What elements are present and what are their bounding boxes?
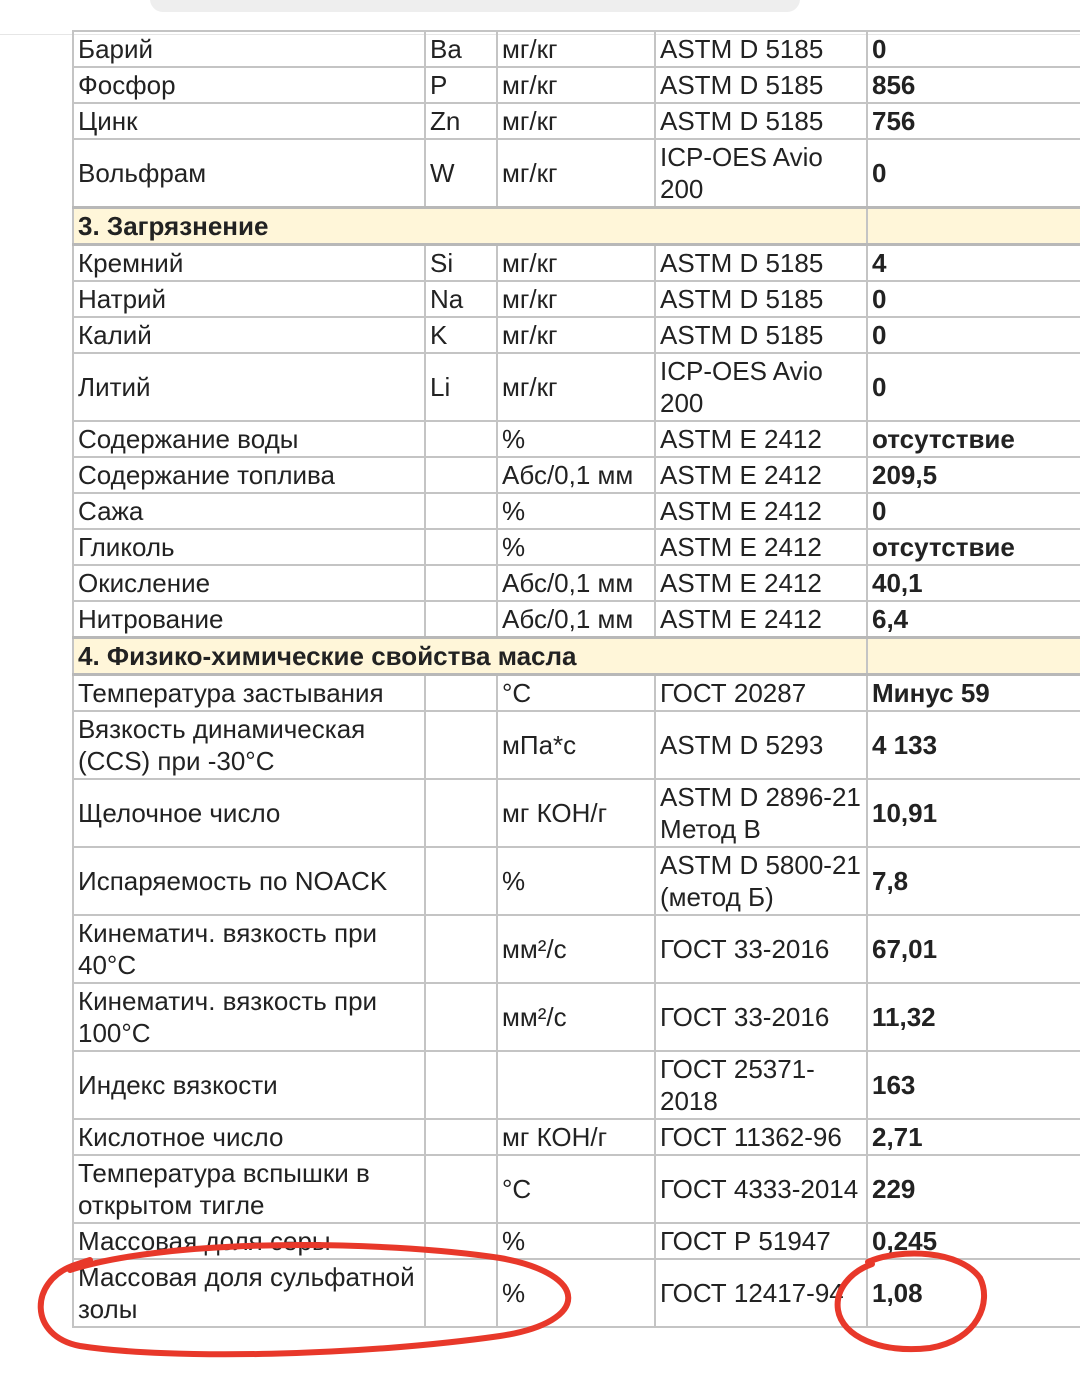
table-row	[73, 1119, 1080, 1155]
symbol-cell: W	[425, 139, 497, 208]
method-cell: ГОСТ 12417-94	[655, 1259, 867, 1327]
parameter-name-cell: Массовая доля сульфатной золы	[73, 1259, 425, 1327]
value-cell: отсутствие	[867, 421, 1080, 457]
parameter-name-cell: Кислотное число	[73, 1119, 425, 1155]
parameter-name-cell: Кинематич. вязкость при 40°С	[73, 915, 425, 983]
method-cell: ASTM D 5185	[655, 31, 867, 67]
table-row	[73, 67, 1080, 103]
method-cell: ASTM D 5185	[655, 317, 867, 353]
symbol-cell	[425, 1223, 497, 1259]
parameter-name-cell: Фосфор	[73, 67, 425, 103]
table-row	[73, 529, 1080, 565]
unit-cell	[497, 1051, 655, 1119]
table-row	[73, 847, 1080, 915]
method-cell: ASTM D 5185	[655, 103, 867, 139]
value-cell: 1,08	[867, 1259, 1080, 1327]
address-bar[interactable]	[150, 0, 800, 12]
parameter-name-cell: Щелочное число	[73, 779, 425, 847]
unit-cell: %	[497, 1223, 655, 1259]
symbol-cell	[425, 529, 497, 565]
unit-cell: %	[497, 847, 655, 915]
parameter-name-cell: Гликоль	[73, 529, 425, 565]
unit-cell: мг/кг	[497, 245, 655, 282]
table-row	[73, 353, 1080, 421]
section-empty-cell	[867, 638, 1080, 675]
unit-cell: °С	[497, 675, 655, 712]
section-header	[73, 208, 1080, 245]
method-cell: ASTM D 5185	[655, 245, 867, 282]
symbol-cell	[425, 915, 497, 983]
method-cell: ASTM D 5800-21 (метод Б)	[655, 847, 867, 915]
table-row	[73, 675, 1080, 712]
method-cell: ASTM E 2412	[655, 529, 867, 565]
parameter-name-cell: Барий	[73, 31, 425, 67]
method-cell: ГОСТ 11362-96	[655, 1119, 867, 1155]
parameter-name-cell: Окисление	[73, 565, 425, 601]
table-row	[73, 779, 1080, 847]
unit-cell: мг/кг	[497, 31, 655, 67]
symbol-cell	[425, 1155, 497, 1223]
unit-cell: мг КОН/г	[497, 1119, 655, 1155]
section-empty-cell	[867, 208, 1080, 245]
parameter-name-cell: Вязкость динамическая (CCS) при -30°С	[73, 711, 425, 779]
unit-cell: мПа*с	[497, 711, 655, 779]
symbol-cell: Li	[425, 353, 497, 421]
table-row	[73, 103, 1080, 139]
table-row	[73, 139, 1080, 208]
symbol-cell	[425, 1119, 497, 1155]
value-cell: 6,4	[867, 601, 1080, 638]
method-cell: ICP-OES Avio 200	[655, 139, 867, 208]
symbol-cell	[425, 983, 497, 1051]
value-cell: 756	[867, 103, 1080, 139]
value-cell: 10,91	[867, 779, 1080, 847]
unit-cell: мг/кг	[497, 67, 655, 103]
section-title: 4. Физико-химические свойства масла	[73, 638, 867, 675]
method-cell: ASTM E 2412	[655, 565, 867, 601]
value-cell: 11,32	[867, 983, 1080, 1051]
value-cell: отсутствие	[867, 529, 1080, 565]
table-row	[73, 565, 1080, 601]
value-cell: 2,71	[867, 1119, 1080, 1155]
symbol-cell: Na	[425, 281, 497, 317]
unit-cell: %	[497, 493, 655, 529]
symbol-cell	[425, 675, 497, 712]
symbol-cell	[425, 1051, 497, 1119]
parameter-name-cell: Испаряемость по NOACK	[73, 847, 425, 915]
parameter-name-cell: Вольфрам	[73, 139, 425, 208]
symbol-cell: Zn	[425, 103, 497, 139]
table-row	[73, 983, 1080, 1051]
parameter-name-cell: Содержание воды	[73, 421, 425, 457]
symbol-cell: K	[425, 317, 497, 353]
table-row	[73, 1223, 1080, 1259]
method-cell: ASTM D 5185	[655, 67, 867, 103]
parameter-name-cell: Индекс вязкости	[73, 1051, 425, 1119]
parameter-name-cell: Температура застывания	[73, 675, 425, 712]
oil-analysis-table	[72, 30, 1080, 1328]
table-row	[73, 1259, 1080, 1327]
table-row	[73, 915, 1080, 983]
value-cell: 0	[867, 281, 1080, 317]
symbol-cell	[425, 457, 497, 493]
parameter-name-cell: Температура вспышки в открытом тигле	[73, 1155, 425, 1223]
method-cell: ГОСТ Р 51947	[655, 1223, 867, 1259]
section-title: 3. Загрязнение	[73, 208, 867, 245]
unit-cell: мм²/с	[497, 915, 655, 983]
unit-cell: %	[497, 529, 655, 565]
unit-cell: Абс/0,1 мм	[497, 601, 655, 638]
method-cell: ГОСТ 20287	[655, 675, 867, 712]
method-cell: ASTM E 2412	[655, 601, 867, 638]
unit-cell: мг/кг	[497, 281, 655, 317]
value-cell: 856	[867, 67, 1080, 103]
method-cell: ASTM E 2412	[655, 493, 867, 529]
table-row	[73, 317, 1080, 353]
value-cell: 0	[867, 353, 1080, 421]
value-cell: 40,1	[867, 565, 1080, 601]
symbol-cell	[425, 847, 497, 915]
parameter-name-cell: Цинк	[73, 103, 425, 139]
method-cell: ГОСТ 33-2016	[655, 983, 867, 1051]
method-cell: ASTM E 2412	[655, 421, 867, 457]
unit-cell: мг/кг	[497, 139, 655, 208]
method-cell: ASTM D 5185	[655, 281, 867, 317]
unit-cell: °С	[497, 1155, 655, 1223]
method-cell: ASTM E 2412	[655, 457, 867, 493]
parameter-name-cell: Кремний	[73, 245, 425, 282]
value-cell: 0	[867, 139, 1080, 208]
parameter-name-cell: Калий	[73, 317, 425, 353]
symbol-cell	[425, 1259, 497, 1327]
method-cell: ASTM D 5293	[655, 711, 867, 779]
parameter-name-cell: Натрий	[73, 281, 425, 317]
unit-cell: мг/кг	[497, 353, 655, 421]
parameter-name-cell: Литий	[73, 353, 425, 421]
table-row	[73, 711, 1080, 779]
unit-cell: Абс/0,1 мм	[497, 457, 655, 493]
value-cell: 0	[867, 493, 1080, 529]
value-cell: Минус 59	[867, 675, 1080, 712]
symbol-cell: P	[425, 67, 497, 103]
parameter-name-cell: Нитрование	[73, 601, 425, 638]
method-cell: ICP-OES Avio 200	[655, 353, 867, 421]
parameter-name-cell: Сажа	[73, 493, 425, 529]
symbol-cell	[425, 601, 497, 638]
table-row	[73, 245, 1080, 282]
value-cell: 209,5	[867, 457, 1080, 493]
value-cell: 0	[867, 317, 1080, 353]
table-row	[73, 421, 1080, 457]
unit-cell: мг КОН/г	[497, 779, 655, 847]
value-cell: 4	[867, 245, 1080, 282]
table-row	[73, 493, 1080, 529]
parameter-name-cell: Массовая доля серы	[73, 1223, 425, 1259]
method-cell: ГОСТ 33-2016	[655, 915, 867, 983]
symbol-cell	[425, 711, 497, 779]
unit-cell: мг/кг	[497, 103, 655, 139]
table-row	[73, 457, 1080, 493]
symbol-cell: Ba	[425, 31, 497, 67]
value-cell: 67,01	[867, 915, 1080, 983]
symbol-cell	[425, 493, 497, 529]
value-cell: 163	[867, 1051, 1080, 1119]
unit-cell: %	[497, 421, 655, 457]
value-cell: 4 133	[867, 711, 1080, 779]
unit-cell: %	[497, 1259, 655, 1327]
value-cell: 229	[867, 1155, 1080, 1223]
unit-cell: Абс/0,1 мм	[497, 565, 655, 601]
table-row	[73, 1051, 1080, 1119]
table-row	[73, 601, 1080, 638]
section-header	[73, 638, 1080, 675]
table-row	[73, 281, 1080, 317]
value-cell: 0	[867, 31, 1080, 67]
unit-cell: мм²/с	[497, 983, 655, 1051]
table-row	[73, 31, 1080, 67]
parameter-name-cell: Кинематич. вязкость при 100°С	[73, 983, 425, 1051]
method-cell: ASTM D 2896-21 Метод В	[655, 779, 867, 847]
value-cell: 7,8	[867, 847, 1080, 915]
symbol-cell: Si	[425, 245, 497, 282]
symbol-cell	[425, 779, 497, 847]
method-cell: ГОСТ 25371-2018	[655, 1051, 867, 1119]
symbol-cell	[425, 565, 497, 601]
table-row	[73, 1155, 1080, 1223]
symbol-cell	[425, 421, 497, 457]
unit-cell: мг/кг	[497, 317, 655, 353]
method-cell: ГОСТ 4333-2014	[655, 1155, 867, 1223]
parameter-name-cell: Содержание топлива	[73, 457, 425, 493]
value-cell: 0,245	[867, 1223, 1080, 1259]
